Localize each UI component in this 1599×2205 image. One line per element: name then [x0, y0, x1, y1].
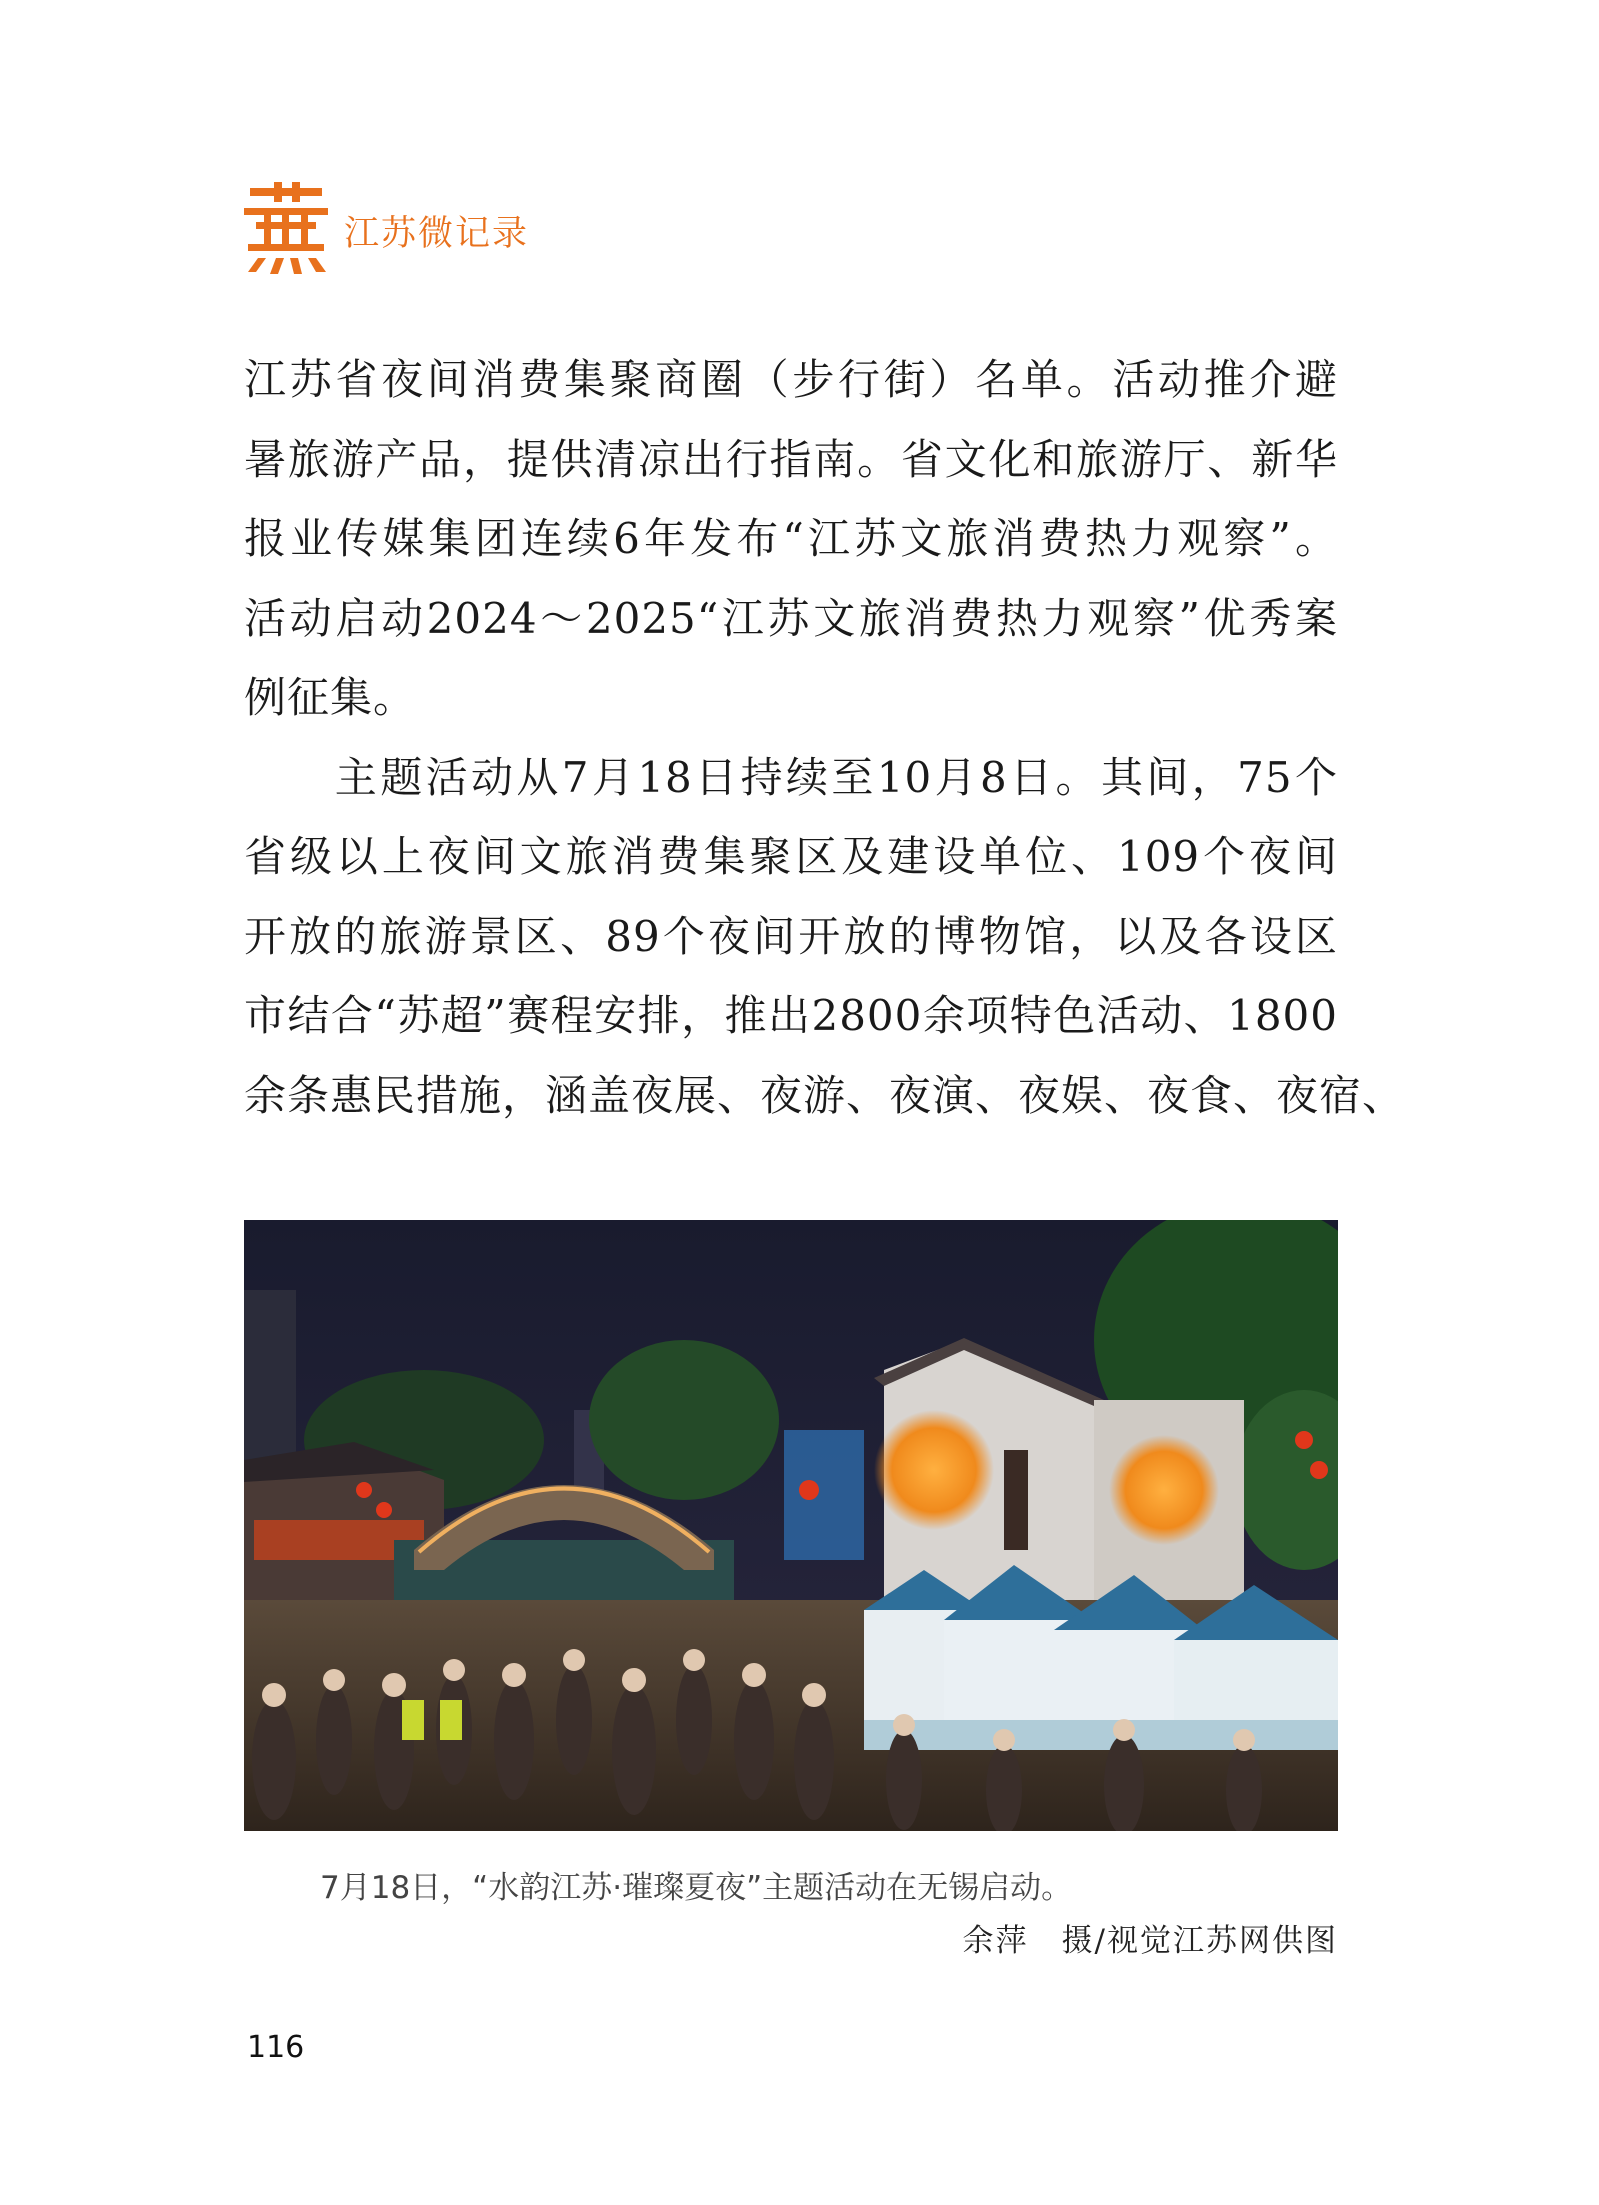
page-number: 116 — [247, 2030, 305, 2065]
text-line: 余条惠民措施，涵盖夜展、夜游、夜演、夜娱、夜食、夜宿、 — [244, 1070, 1406, 1120]
header-title: 江苏微记录 — [344, 214, 530, 254]
text-line: 主题活动从7月18日持续至10月8日。其间，75个 — [244, 752, 1338, 802]
figure-credit: 余萍 摄/视觉江苏网供图 — [962, 1923, 1338, 1959]
night-scene-photo — [244, 1220, 1338, 1831]
jiangsu-logo-icon — [244, 182, 328, 278]
text-line: 江苏省夜间消费集聚商圈（步行街）名单。活动推介避 — [244, 355, 1338, 404]
body-text — [244, 340, 1406, 1135]
figure-caption: 7月18日，“水韵江苏·璀璨夏夜”主题活动在无锡启动。 — [320, 1870, 1073, 1906]
text-line: 报业传媒集团连续6年发布“江苏文旅消费热力观察”。 — [244, 514, 1338, 563]
text-line: 例征集。 — [244, 673, 417, 722]
text-line: 开放的旅游景区、89个夜间开放的博物馆，以及各设区 — [244, 911, 1338, 961]
text-line: 活动启动2024～2025“江苏文旅消费热力观察”优秀案 — [244, 593, 1338, 643]
text-line: 暑旅游产品，提供清凉出行指南。省文化和旅游厅、新华 — [244, 434, 1338, 484]
text-line: 省级以上夜间文旅消费集聚区及建设单位、109个夜间 — [244, 832, 1338, 881]
text-line: 市结合“苏超”赛程安排，推出2800余项特色活动、1800 — [244, 991, 1338, 1040]
